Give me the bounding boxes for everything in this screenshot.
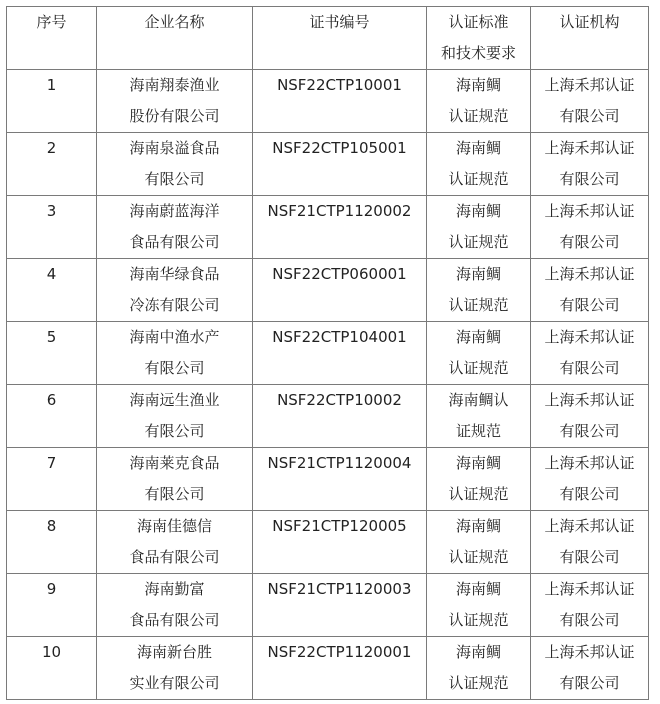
header-certificate-number [253, 7, 427, 70]
cell-serial-number [7, 133, 97, 196]
cell-serial-number-text: 9 [46, 580, 57, 598]
cell-certification-body-line: 上海禾邦认证 [544, 328, 635, 346]
cell-serial-number-text: 7 [46, 454, 57, 472]
cell-certification-body-line: 有限公司 [559, 170, 620, 188]
cell-standard [427, 196, 531, 259]
cell-company-name-line: 海南佳德信 [136, 517, 212, 535]
header-serial-number [7, 7, 97, 70]
cell-standard [427, 259, 531, 322]
cell-standard-line: 认证规范 [448, 296, 509, 314]
cell-certification-body-line: 上海禾邦认证 [544, 517, 635, 535]
cell-certification-body-line: 上海禾邦认证 [544, 139, 635, 157]
table-row [7, 259, 649, 322]
cell-standard-line: 认证规范 [448, 233, 509, 251]
cell-standard [427, 322, 531, 385]
cell-certification-body-line: 有限公司 [559, 296, 620, 314]
cell-standard-line: 海南鲷 [455, 580, 501, 598]
cell-standard-line: 认证规范 [448, 674, 509, 692]
certification-table [6, 6, 649, 700]
cell-certificate-number-text: NSF22CTP105001 [272, 139, 407, 157]
cell-serial-number [7, 511, 97, 574]
cell-standard-line: 认证规范 [448, 107, 509, 125]
cell-standard-line: 海南鲷 [455, 643, 501, 661]
cell-certification-body [531, 133, 649, 196]
table-header-row [7, 7, 649, 70]
cell-serial-number [7, 574, 97, 637]
cell-standard-line: 认证规范 [448, 611, 509, 629]
cell-certification-body-line: 有限公司 [559, 422, 620, 440]
cell-company-name [97, 259, 253, 322]
table-row [7, 574, 649, 637]
cell-company-name [97, 133, 253, 196]
cell-certification-body-line: 有限公司 [559, 485, 620, 503]
cell-certificate-number-text: NSF22CTP10002 [277, 391, 402, 409]
cell-certificate-number [253, 259, 427, 322]
cell-certification-body-line: 有限公司 [559, 359, 620, 377]
header-certification-body [531, 7, 649, 70]
cell-certification-body-line: 上海禾邦认证 [544, 76, 635, 94]
cell-certificate-number-text: NSF22CTP10001 [277, 76, 402, 94]
cell-serial-number [7, 70, 97, 133]
cell-company-name-line: 有限公司 [144, 422, 205, 440]
cell-certificate-number-text: NSF22CTP1120001 [267, 643, 412, 661]
cell-company-name [97, 448, 253, 511]
cell-standard-line: 海南鲷 [455, 265, 501, 283]
cell-standard-line: 海南鲷 [455, 202, 501, 220]
cell-certificate-number [253, 322, 427, 385]
cell-certification-body [531, 385, 649, 448]
table-row [7, 511, 649, 574]
cell-company-name-line: 实业有限公司 [129, 674, 220, 692]
cell-certification-body [531, 511, 649, 574]
cell-company-name [97, 385, 253, 448]
cell-standard [427, 448, 531, 511]
cell-certification-body [531, 259, 649, 322]
cell-serial-number [7, 196, 97, 259]
cell-standard-line: 海南鲷 [455, 139, 501, 157]
cell-company-name-line: 有限公司 [144, 359, 205, 377]
cell-certificate-number [253, 448, 427, 511]
cell-company-name-line: 股份有限公司 [129, 107, 220, 125]
cell-company-name-line: 海南勤富 [144, 580, 205, 598]
cell-certification-body [531, 70, 649, 133]
cell-serial-number-text: 4 [46, 265, 57, 283]
cell-company-name [97, 322, 253, 385]
cell-certification-body-line: 上海禾邦认证 [544, 454, 635, 472]
cell-certification-body-line: 上海禾邦认证 [544, 391, 635, 409]
cell-certification-body-line: 有限公司 [559, 233, 620, 251]
table-row [7, 385, 649, 448]
cell-company-name [97, 511, 253, 574]
cell-standard-line: 海南鲷认 [448, 391, 509, 409]
cell-certification-body [531, 196, 649, 259]
cell-serial-number [7, 448, 97, 511]
cell-standard-line: 认证规范 [448, 359, 509, 377]
cell-company-name-line: 食品有限公司 [129, 548, 220, 566]
cell-serial-number-text: 1 [46, 76, 57, 94]
cell-standard [427, 133, 531, 196]
cell-company-name-line: 海南蔚蓝海洋 [129, 202, 220, 220]
header-line: 企业名称 [144, 13, 205, 31]
cell-certificate-number-text: NSF21CTP1120003 [267, 580, 412, 598]
cell-certificate-number [253, 637, 427, 700]
cell-company-name-line: 海南翔泰渔业 [129, 76, 220, 94]
cell-serial-number-text: 8 [46, 517, 57, 535]
cell-standard-line: 认证规范 [448, 548, 509, 566]
cell-certificate-number [253, 70, 427, 133]
cell-company-name-line: 海南泉溢食品 [129, 139, 220, 157]
cell-certification-body-line: 上海禾邦认证 [544, 643, 635, 661]
cell-certification-body-line: 有限公司 [559, 611, 620, 629]
cell-serial-number-text: 3 [46, 202, 57, 220]
cell-serial-number [7, 322, 97, 385]
header-line: 和技术要求 [440, 44, 516, 62]
cell-serial-number [7, 259, 97, 322]
cell-certificate-number-text: NSF22CTP104001 [272, 328, 407, 346]
cell-company-name-line: 有限公司 [144, 485, 205, 503]
cell-certificate-number [253, 196, 427, 259]
cell-certification-body-line: 上海禾邦认证 [544, 265, 635, 283]
cell-certification-body-line: 有限公司 [559, 674, 620, 692]
cell-standard [427, 385, 531, 448]
cell-serial-number [7, 637, 97, 700]
cell-certificate-number [253, 385, 427, 448]
table-row [7, 448, 649, 511]
cell-company-name-line: 有限公司 [144, 170, 205, 188]
cell-company-name [97, 574, 253, 637]
cell-company-name [97, 637, 253, 700]
cell-certification-body-line: 上海禾邦认证 [544, 202, 635, 220]
cell-serial-number-text: 5 [46, 328, 57, 346]
cell-standard-line: 认证规范 [448, 170, 509, 188]
cell-certification-body [531, 322, 649, 385]
cell-serial-number [7, 385, 97, 448]
cell-certification-body [531, 637, 649, 700]
cell-certificate-number [253, 133, 427, 196]
header-standard [427, 7, 531, 70]
cell-standard-line: 海南鲷 [455, 454, 501, 472]
cell-company-name-line: 海南中渔水产 [129, 328, 220, 346]
cell-standard [427, 574, 531, 637]
cell-company-name-line: 海南远生渔业 [129, 391, 220, 409]
cell-standard-line: 认证规范 [448, 485, 509, 503]
table-row [7, 133, 649, 196]
cell-company-name [97, 70, 253, 133]
cell-serial-number-text: 6 [46, 391, 57, 409]
header-line: 认证标准 [448, 13, 509, 31]
cell-certification-body [531, 448, 649, 511]
cell-company-name-line: 海南华绿食品 [129, 265, 220, 283]
cell-certification-body-line: 上海禾邦认证 [544, 580, 635, 598]
table-row [7, 322, 649, 385]
cell-standard [427, 637, 531, 700]
cell-company-name-line: 冷冻有限公司 [129, 296, 220, 314]
table-row [7, 196, 649, 259]
cell-company-name [97, 196, 253, 259]
cell-standard [427, 511, 531, 574]
cell-certificate-number-text: NSF21CTP1120002 [267, 202, 412, 220]
cell-company-name-line: 海南新台胜 [136, 643, 212, 661]
table-row [7, 637, 649, 700]
cell-certification-body [531, 574, 649, 637]
cell-certification-body-line: 有限公司 [559, 548, 620, 566]
cell-standard-line: 海南鲷 [455, 76, 501, 94]
cell-standard-line: 海南鲷 [455, 328, 501, 346]
table-row [7, 70, 649, 133]
cell-certificate-number-text: NSF22CTP060001 [272, 265, 407, 283]
cell-serial-number-text: 2 [46, 139, 57, 157]
header-line: 序号 [36, 13, 67, 31]
header-line: 证书编号 [309, 13, 370, 31]
cell-certification-body-line: 有限公司 [559, 107, 620, 125]
cell-standard-line: 证规范 [455, 422, 501, 440]
header-line: 认证机构 [559, 13, 620, 31]
cell-certificate-number-text: NSF21CTP1120004 [267, 454, 412, 472]
cell-standard [427, 70, 531, 133]
header-company-name [97, 7, 253, 70]
cell-standard-line: 海南鲷 [455, 517, 501, 535]
cell-company-name-line: 海南莱克食品 [129, 454, 220, 472]
cell-company-name-line: 食品有限公司 [129, 233, 220, 251]
cell-serial-number-text: 10 [41, 643, 62, 661]
cell-company-name-line: 食品有限公司 [129, 611, 220, 629]
cell-certificate-number-text: NSF21CTP120005 [272, 517, 407, 535]
cell-certificate-number [253, 574, 427, 637]
cell-certificate-number [253, 511, 427, 574]
